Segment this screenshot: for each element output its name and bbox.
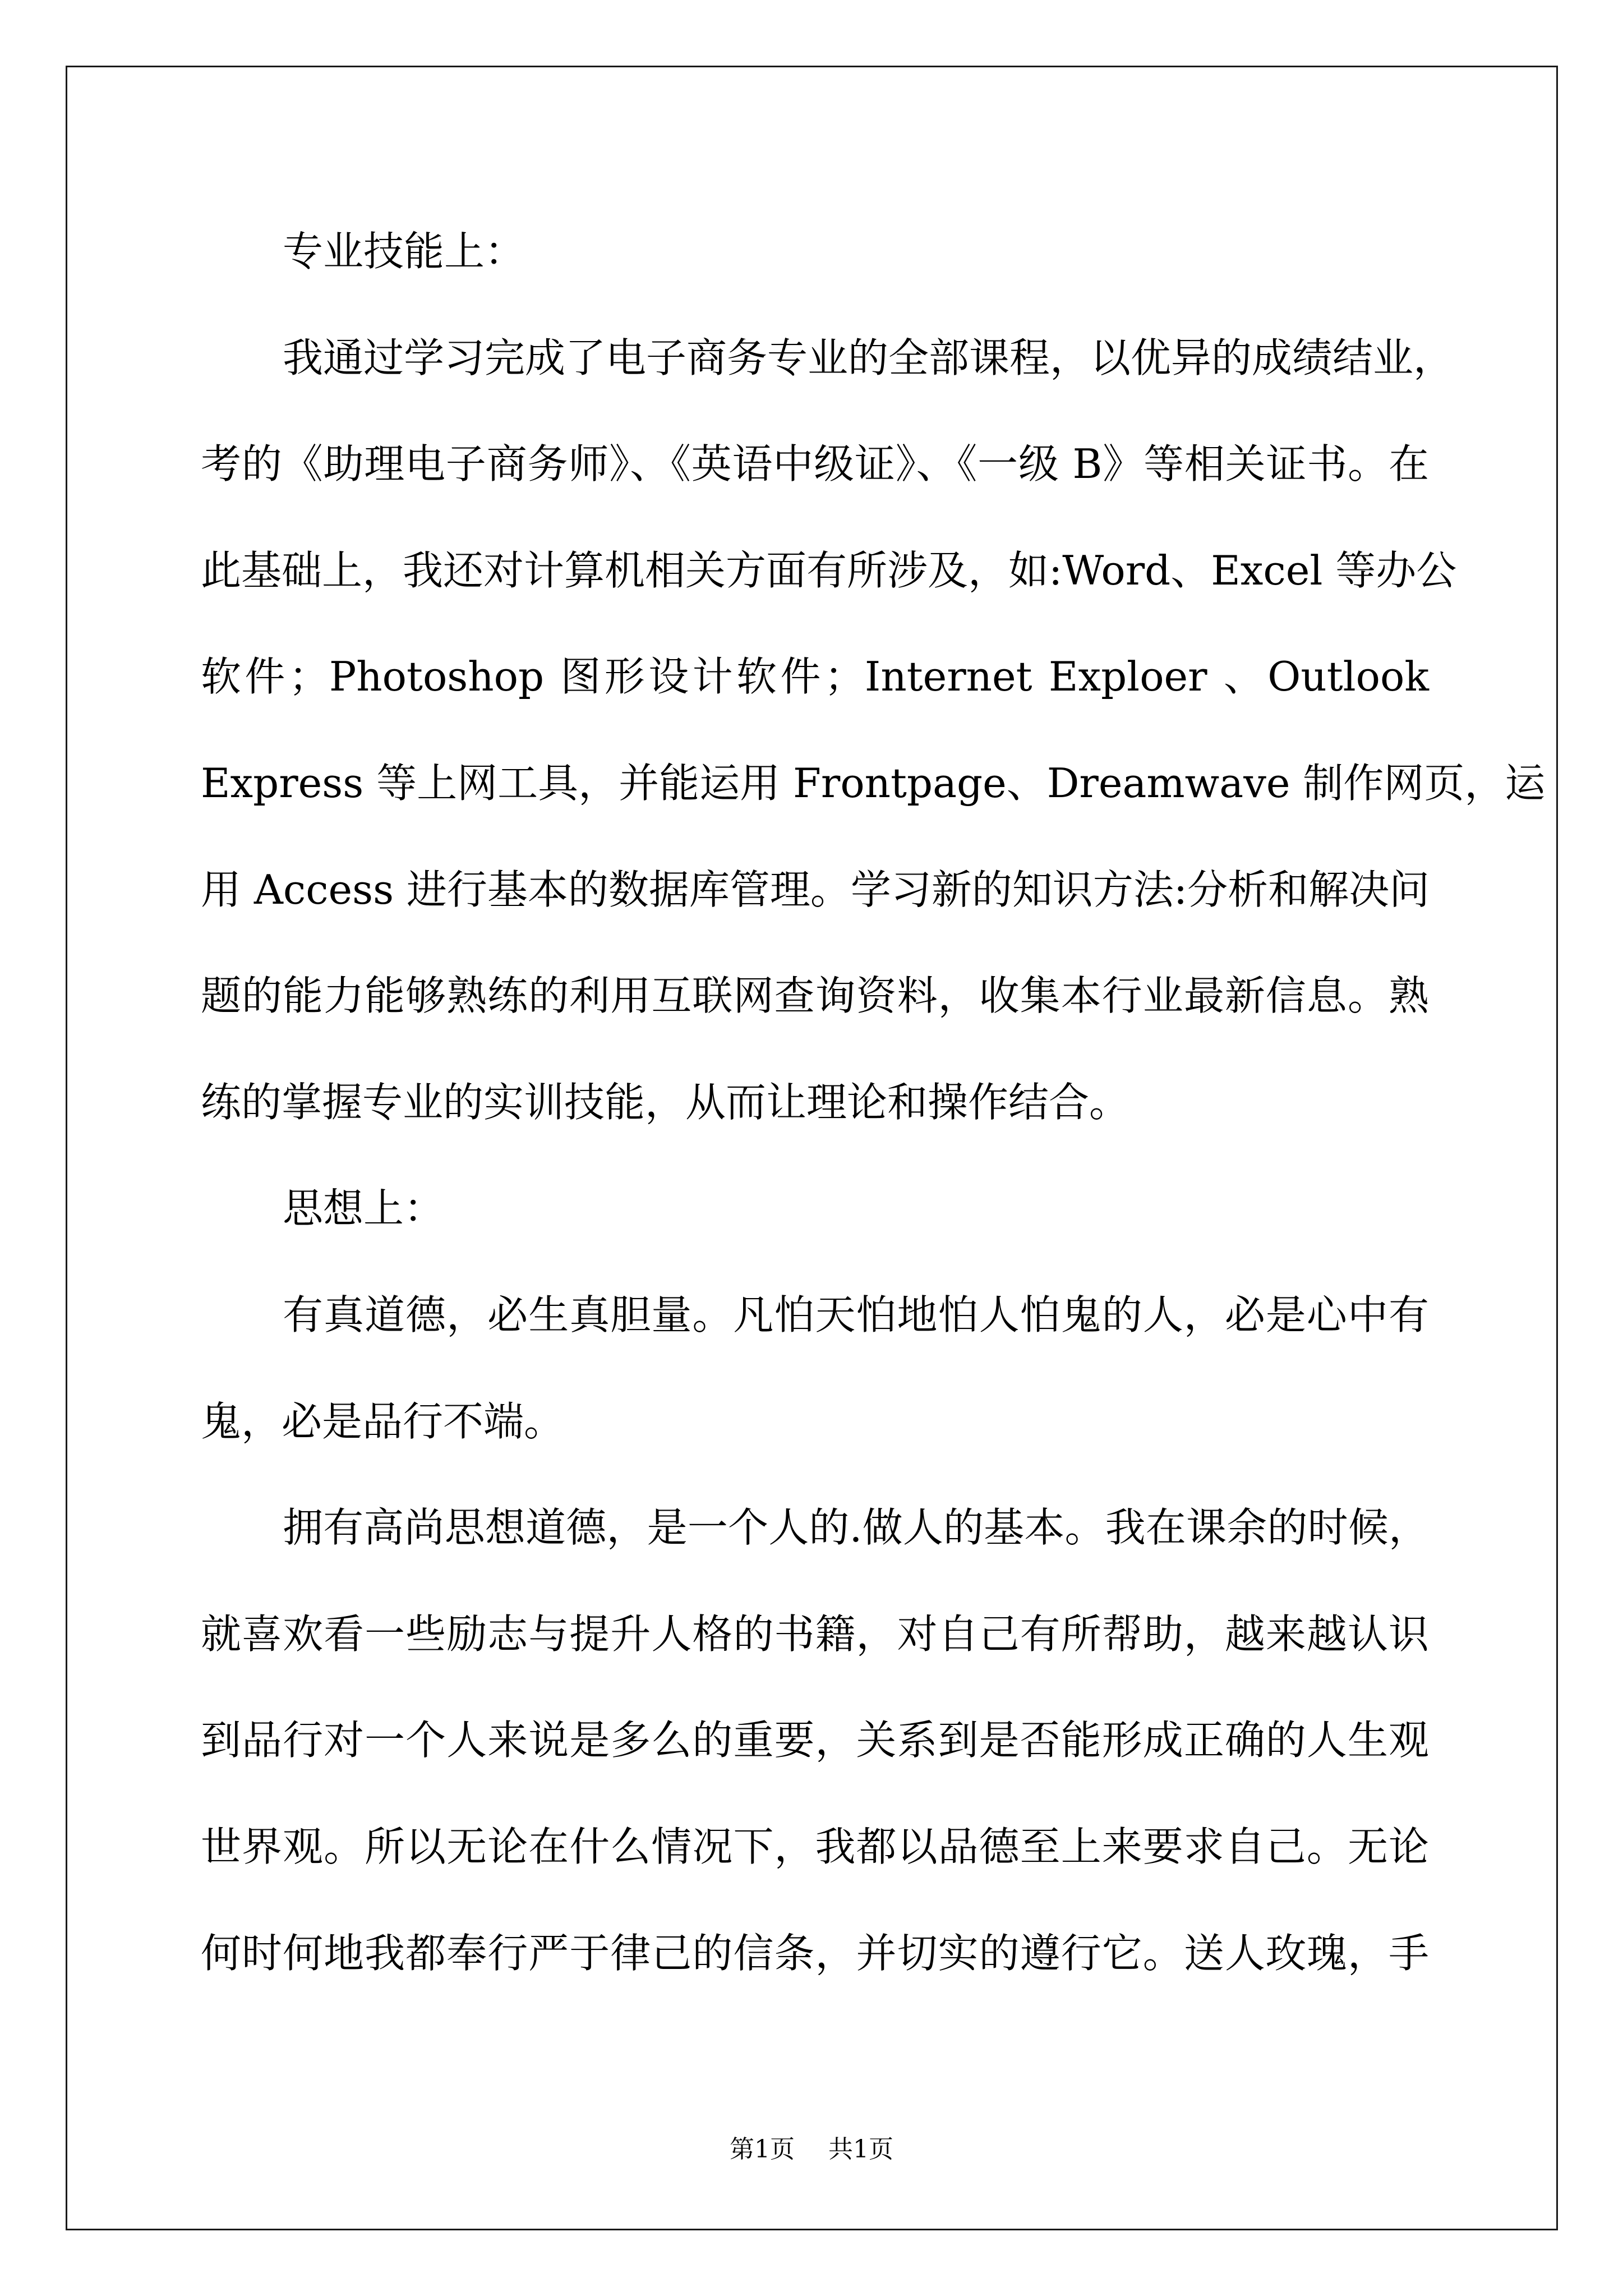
- paragraph-line: 题的能力能够熟练的利用互联网查询资料，收集本行业最新信息。熟: [201, 972, 1429, 1020]
- paragraph-line: 此基础上，我还对计算机相关方面有所涉及，如:Word、Excel 等办公: [201, 546, 1457, 594]
- paragraph-line: 何时何地我都奉行严于律己的信条，并切实的遵行它。送人玫瑰，手: [201, 1929, 1429, 1977]
- paragraph-line: 练的掌握专业的实训技能，从而让理论和操作结合。: [201, 1078, 1130, 1126]
- page-number-current: 第1页: [730, 2135, 795, 2164]
- paragraph-morality: [201, 1262, 1429, 1475]
- paragraph-line: 考的《助理电子商务师》、《英语中级证》、《一级 B》等相关证书。在: [201, 440, 1429, 488]
- paragraph-line: 世界观。所以无论在什么情况下，我都以品德至上来要求自己。无论: [201, 1823, 1429, 1870]
- paragraph-heading-skills: [201, 199, 1429, 305]
- page-footer: [0, 2136, 1623, 2163]
- paragraph-line: 专业技能上：: [283, 228, 525, 275]
- paragraph-skills: [201, 305, 1546, 1156]
- paragraph-line: 我通过学习完成了电子商务专业的全部课程，以优异的成绩结业，: [283, 334, 1454, 381]
- paragraph-line: Express 等上网工具，并能运用 Frontpage、Dreamwave 制作网页，运: [201, 759, 1546, 807]
- paragraph-line: 鬼，必是品行不端。: [201, 1397, 565, 1445]
- paragraph-line: 拥有高尚思想道德，是一个人的.做人的基本。我在课余的时候，: [283, 1504, 1429, 1552]
- paragraph-line: 有真道德，必生真胆量。凡怕天怕地怕人怕鬼的人，必是心中有: [283, 1291, 1429, 1338]
- page-number-total: 共1页: [828, 2135, 893, 2164]
- paragraph-character: [201, 1475, 1429, 2007]
- paragraph-line: 软件；Photoshop 图形设计软件；Internet Exploer 、Outlook: [201, 653, 1429, 701]
- paragraph-line: 思想上：: [283, 1185, 445, 1232]
- document-body: [201, 199, 1546, 2007]
- paragraph-line: 就喜欢看一些励志与提升人格的书籍，对自己有所帮助，越来越认识: [201, 1610, 1429, 1658]
- paragraph-line: 到品行对一个人来说是多么的重要，关系到是否能形成正确的人生观: [201, 1717, 1429, 1764]
- paragraph-line: 用 Access 进行基本的数据库管理。学习新的知识方法:分析和解决问: [201, 866, 1430, 913]
- paragraph-heading-thought: [201, 1156, 1429, 1262]
